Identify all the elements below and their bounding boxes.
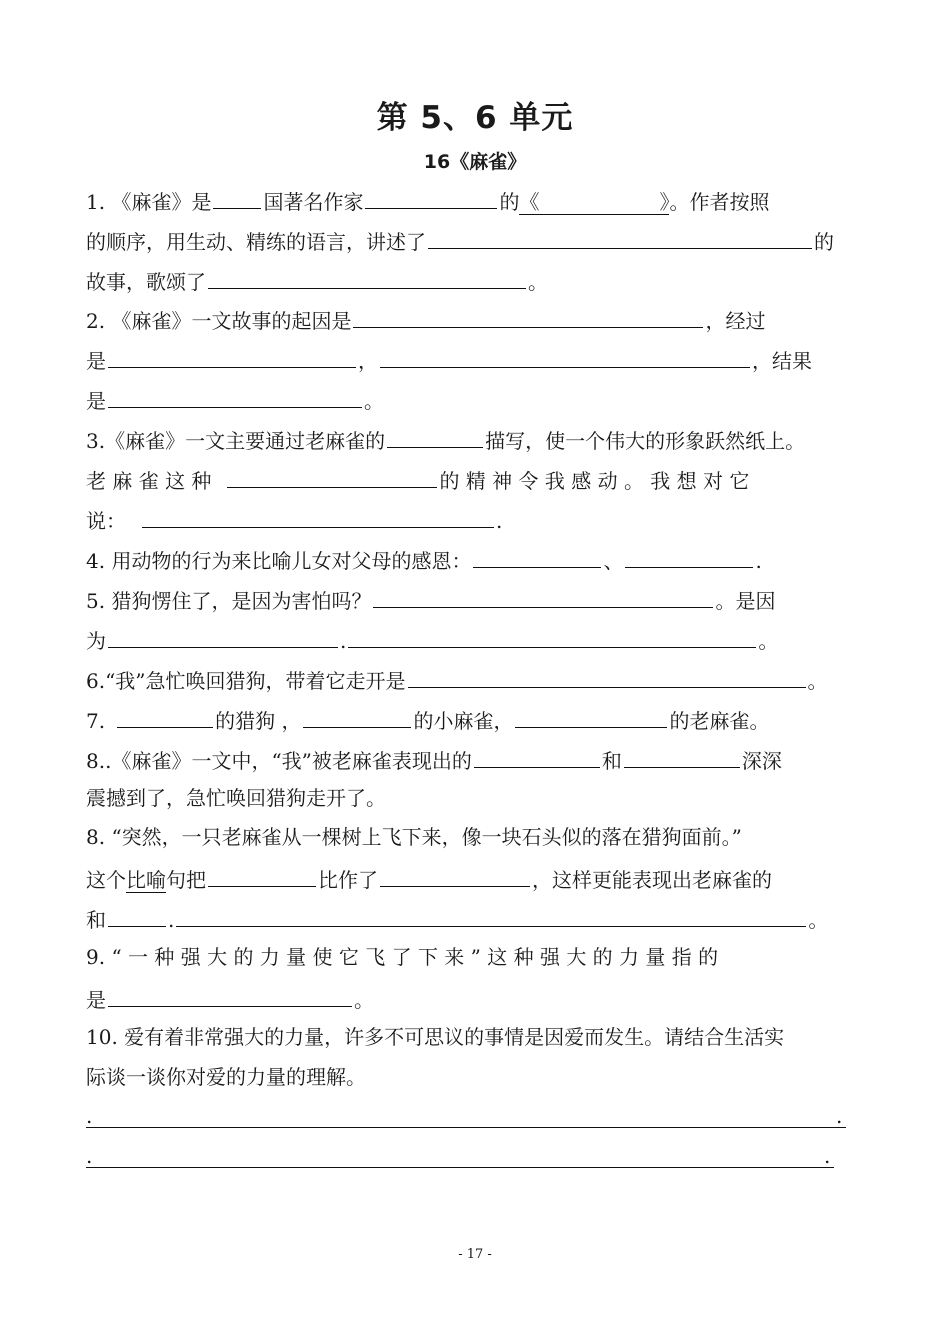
answer-line-end-dot: . bbox=[836, 1104, 843, 1128]
blank[interactable] bbox=[208, 264, 526, 289]
blank[interactable] bbox=[213, 184, 261, 209]
blank[interactable] bbox=[108, 623, 338, 648]
blank[interactable] bbox=[142, 503, 494, 528]
blank[interactable] bbox=[365, 184, 497, 209]
lesson-title: 16《麻雀》 bbox=[423, 151, 527, 173]
question-3-line-3: 说： . bbox=[86, 503, 502, 536]
blank[interactable] bbox=[624, 743, 740, 768]
question-10-line-1: 10. 爱有着非常强大的力量，许多不可思议的事情是因爱而发生。请结合生活实 bbox=[86, 1025, 785, 1049]
blank[interactable] bbox=[380, 862, 530, 887]
question-3-line-2: 老 麻 雀 这 种 的 精 神 令 我 感 动 。 我 想 对 它 bbox=[86, 463, 749, 496]
question-8b-line-1: 8. “突然，一只老麻雀从一棵树上飞下来，像一块石头似的落在猎狗面前。” bbox=[86, 825, 742, 849]
question-3-line-1: 3.《麻雀》一文主要通过老麻雀的 描写，使一个伟大的形象跃然纸上。 bbox=[86, 423, 805, 456]
blank[interactable] bbox=[108, 343, 356, 368]
question-8b-line-3: 和 . 。 bbox=[86, 902, 828, 935]
page-number: - 17 - bbox=[458, 1247, 492, 1262]
blank[interactable] bbox=[428, 224, 812, 249]
blank[interactable] bbox=[515, 703, 667, 728]
blank[interactable] bbox=[108, 902, 166, 927]
answer-line-2[interactable] bbox=[86, 1167, 834, 1168]
blank[interactable] bbox=[473, 543, 601, 568]
question-8a-line-1: 8..《麻雀》一文中，“我”被老麻雀表现出的 和 深深 bbox=[86, 743, 782, 776]
blank[interactable] bbox=[117, 703, 213, 728]
blank[interactable] bbox=[353, 303, 703, 328]
question-10-line-2: 际谈一谈你对爱的力量的理解。 bbox=[86, 1065, 366, 1089]
question-1-line-1: 1. 《麻雀》是 国著名作家 的《 》。作者按照 bbox=[86, 184, 769, 217]
question-2-line-2: 是 ， ，结果 bbox=[86, 343, 812, 376]
blank[interactable] bbox=[176, 902, 806, 927]
blank[interactable] bbox=[227, 463, 437, 488]
question-8a-line-2: 震撼到了，急忙唤回猎狗走开了。 bbox=[86, 786, 386, 810]
blank[interactable] bbox=[380, 343, 750, 368]
question-5-line-1: 5. 猎狗愣住了，是因为害怕吗？ 。是因 bbox=[86, 583, 775, 616]
page-title: 第 5、6 单元 bbox=[376, 100, 574, 136]
blank[interactable] bbox=[348, 623, 756, 648]
question-1-line-2: 的顺序，用生动、精练的语言，讲述了 的 bbox=[86, 224, 834, 257]
book-title-blank[interactable]: 《 》 bbox=[519, 190, 670, 214]
blank[interactable] bbox=[408, 663, 806, 688]
question-2-line-3: 是 。 bbox=[86, 383, 384, 416]
question-8b-line-2: 这个比喻句把 比作了 ，这样更能表现出老麻雀的 bbox=[86, 862, 772, 895]
blank[interactable] bbox=[303, 703, 411, 728]
answer-line-end-dot: . bbox=[824, 1144, 831, 1168]
question-5-line-2: 为 . 。 bbox=[86, 623, 778, 656]
question-9-line-2: 是 。 bbox=[86, 982, 374, 1015]
blank[interactable] bbox=[108, 383, 362, 408]
blank[interactable] bbox=[108, 982, 352, 1007]
answer-line-start-dot: . bbox=[86, 1104, 93, 1128]
answer-line-1[interactable] bbox=[86, 1127, 846, 1128]
question-1-line-3: 故事，歌颂了 。 bbox=[86, 264, 548, 297]
blank[interactable] bbox=[208, 862, 316, 887]
blank[interactable] bbox=[474, 743, 600, 768]
blank[interactable] bbox=[625, 543, 753, 568]
answer-line-start-dot: . bbox=[86, 1144, 93, 1168]
blank[interactable] bbox=[373, 583, 713, 608]
blank[interactable] bbox=[387, 423, 483, 448]
question-6: 6.“我”急忙唤回猎狗，带着它走开是 。 bbox=[86, 663, 828, 696]
question-4: 4. 用动物的行为来比喻儿女对父母的感恩： 、 . bbox=[86, 543, 762, 576]
question-2-line-1: 2. 《麻雀》一文故事的起因是 ，经过 bbox=[86, 303, 765, 336]
question-7: 7. 的猎狗 ， 的小麻雀， 的老麻雀。 bbox=[86, 703, 769, 736]
question-9-line-1: 9. “ 一 种 强 大 的 力 量 使 它 飞 了 下 来 ” 这 种 强 大 的 力 量 指 的 bbox=[86, 945, 719, 969]
